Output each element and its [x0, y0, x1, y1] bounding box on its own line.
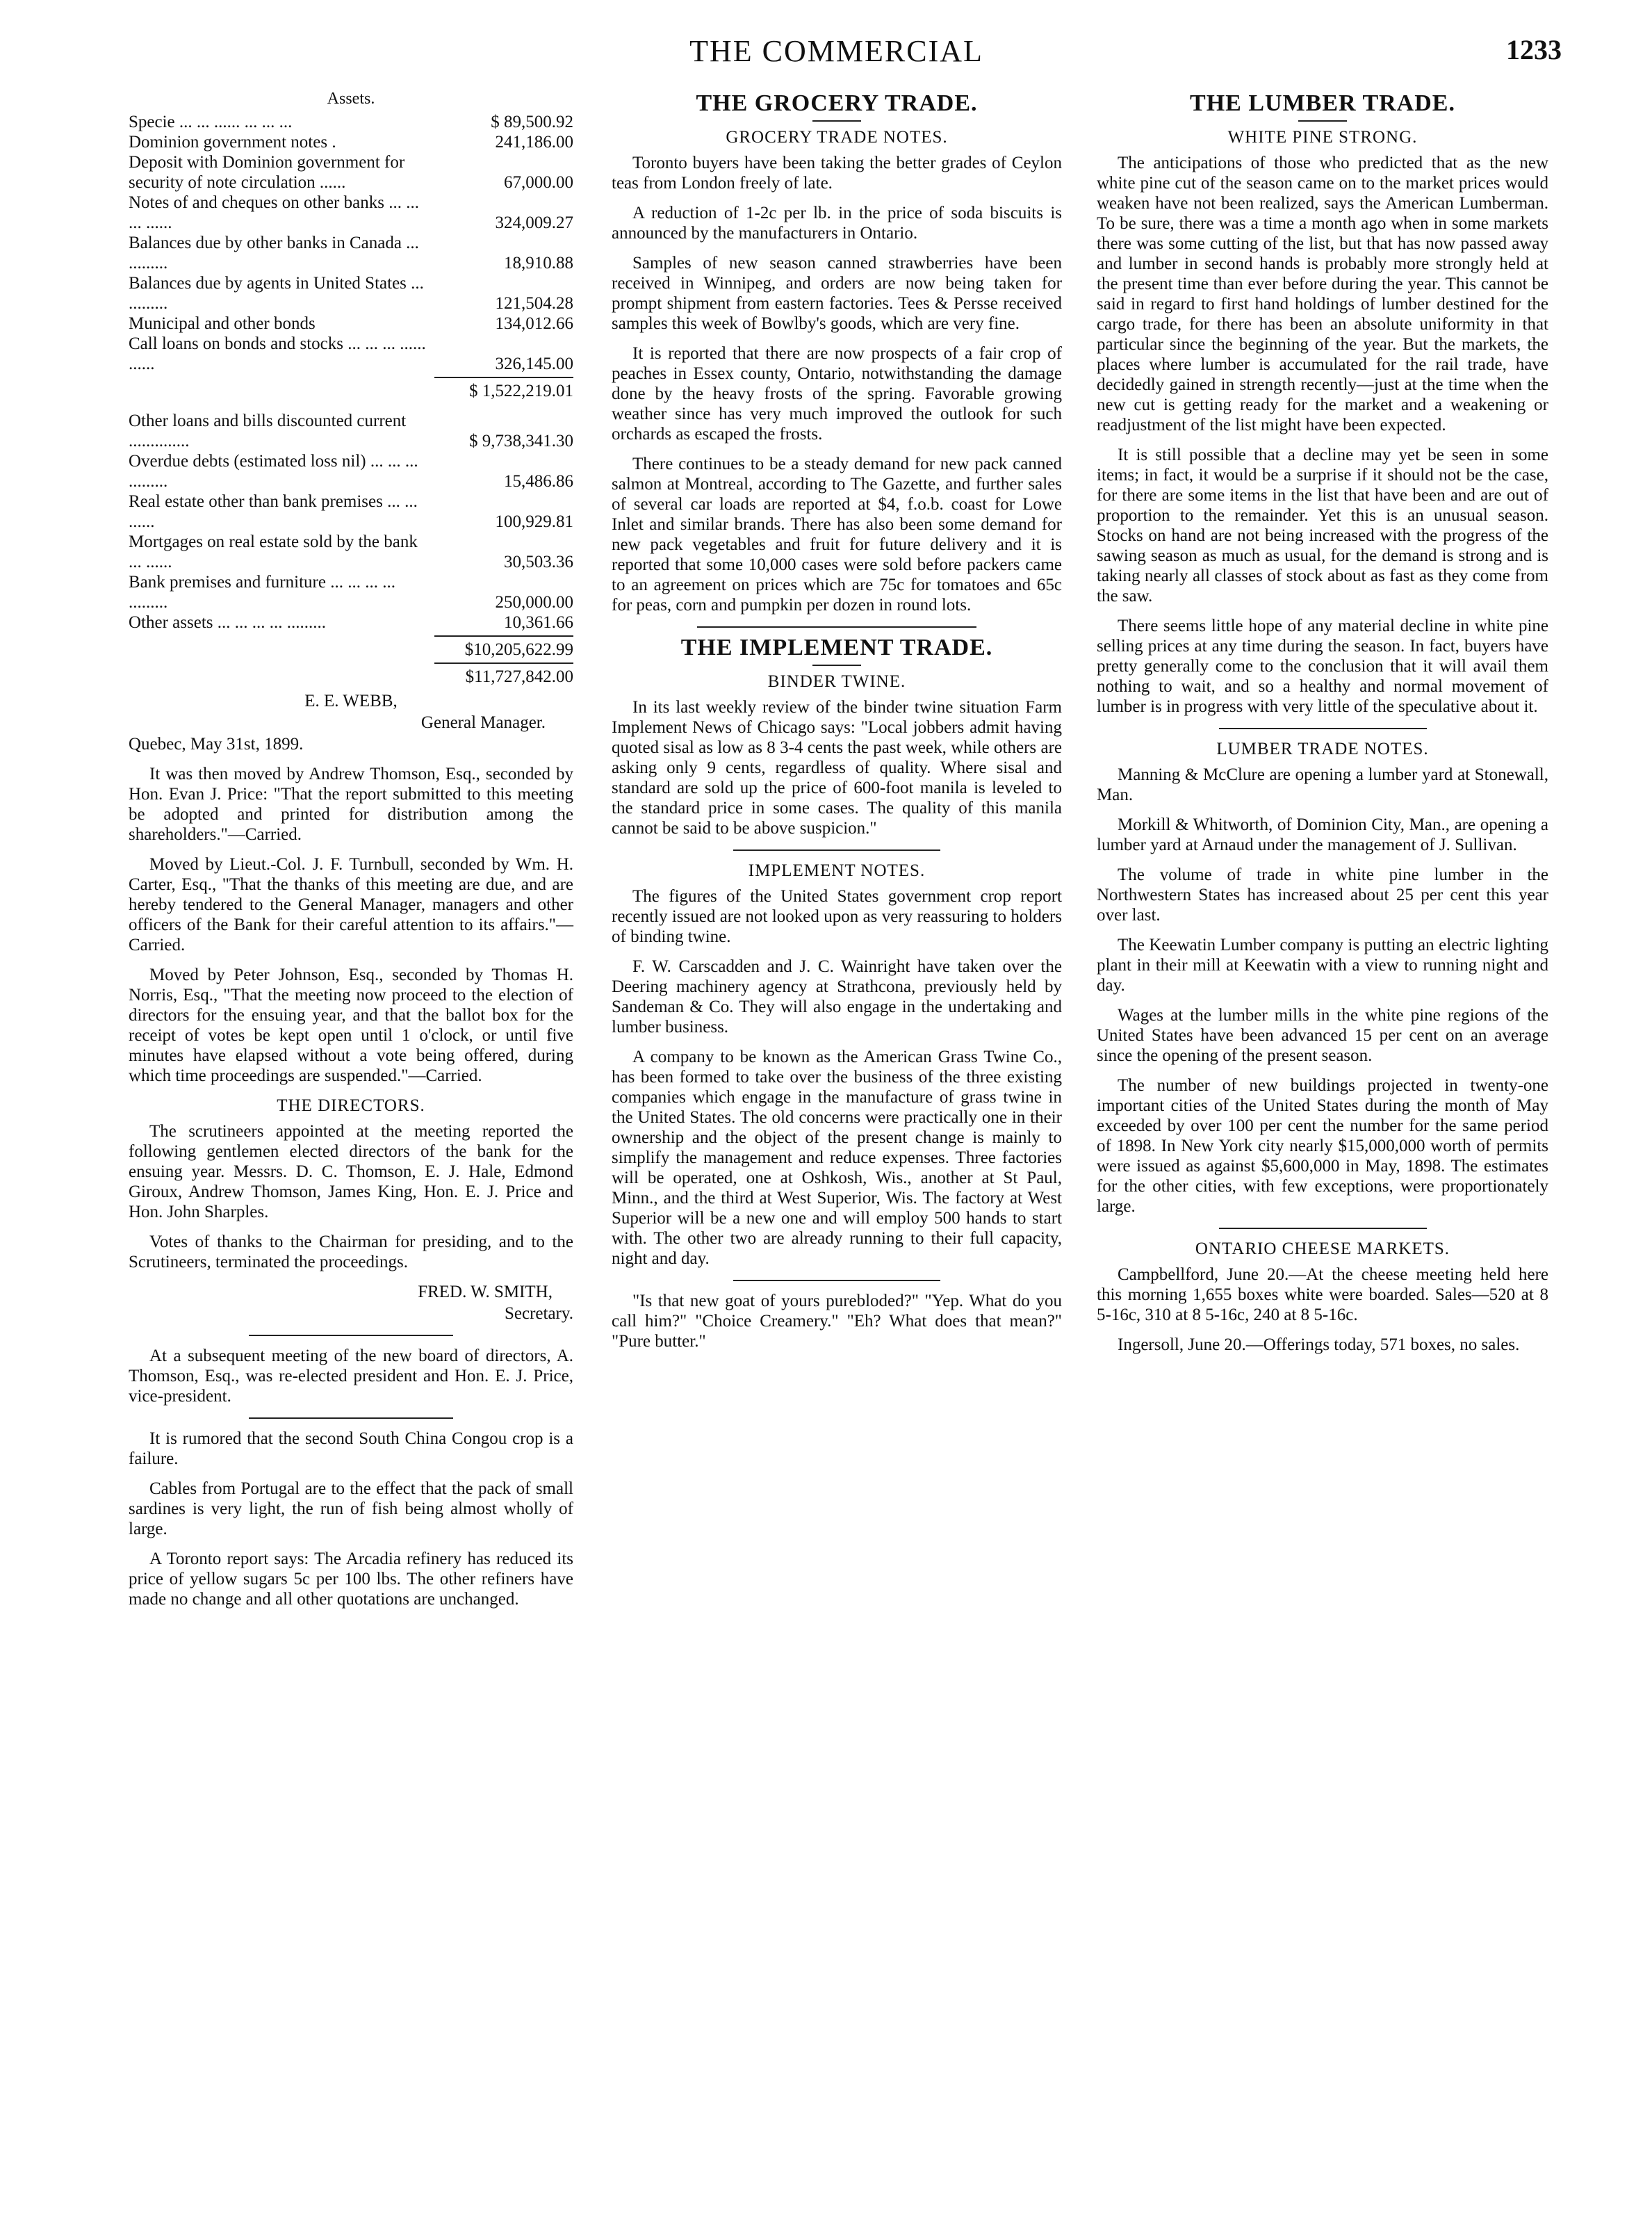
paragraph: It is still possible that a decline may yet be seen in some items; in fact, it would be a surprise if it should not be the case, for there are some items in the list that have been and are out of proportion to the remainder. Yet this is an unusual season. Stocks on hand are not being increased with the progress of the sawing season as much as usual, for the demand is strong and is taking nearly all classes of stock about as fast as they come from the saw. — [1097, 446, 1548, 605]
paragraph: It is rumored that the second South China Congou crop is a failure. — [129, 1429, 573, 1468]
paragraph: There continues to be a steady demand for new pack canned salmon at Montreal, according to The Gazette, and further sales of several car loads are reported at $4, f.o.b. coast for Lowe Inlet and similar brands. There has also been some demand for new pack vegetables and fruit for future delivery and it is reported that some 10,000 cases were sold before packers came to an agreement on prices which are 75c for tomatoes and 65c for peas, corn and pumpkin per dozen in round lots. — [612, 455, 1062, 615]
ledger-row: Municipal and other bonds 134,012.66 — [129, 314, 573, 333]
lumber-trade-heading: THE LUMBER TRADE. — [1190, 90, 1455, 116]
ledger-row: Balances due by agents in United States ... ......... 121,504.28 — [129, 274, 573, 313]
implement-trade-heading: THE IMPLEMENT TRADE. — [680, 635, 993, 660]
divider — [1219, 1228, 1427, 1229]
ledger-row: Other assets ... ... ... ... ......... 10,361.66 — [129, 613, 573, 632]
dateline: Quebec, May 31st, 1899. — [129, 735, 304, 754]
grand-total: $11,727,842.00 — [129, 660, 573, 687]
paragraph: Toronto buyers have been taking the better grades of Ceylon teas from London freely of late. — [612, 154, 1062, 193]
paragraph: The anticipations of those who predicted that as the new white pine cut of the season came on to the market prices would weaken have not been realized, says the American Lumberman. To be sure, there was a time a month ago when in some markets there was some cutting of the list, but that has now passed away and lumber in second hands is probably more strongly held at the present time than ever before during the year. This cannot be said in regard to first hand holdings of lumber destined for the cargo trade, for there has been an absolute uniformity in that particular since the beginning of the year. But the markets, the places where lumber is accumulated for the rail trade, have decidedly gained in strength recently—just at the time when the new cut is getting ready for the market and a weakening or readjustment of the list might have been expected. — [1097, 154, 1548, 434]
binder-twine-heading: BINDER TWINE. — [767, 672, 906, 691]
paragraph: It is reported that there are now prospects of a fair crop of peaches in Essex county, Ontario, notwithstanding the damage done by the heavy frosts of the spring. Favorable growing weather since has very much improved the outlook for such orchards as escaped the frosts. — [612, 344, 1062, 444]
paragraph: The scrutineers appointed at the meeting reported the following gentlemen elected directors of the bank for the ensuing year. Messrs. D. C. Thomson, E. J. Hale, Edmond Giroux, Andrew Thomson, James King, Hon. E. J. Price and Hon. John Sharples. — [129, 1122, 573, 1221]
ledger-row: Mortgages on real estate sold by the bank ... ...... 30,503.36 — [129, 532, 573, 571]
column-1 — [129, 89, 573, 1619]
ledger-row: Specie ... ... ...... ... ... ... $ 89,500.92 — [129, 113, 573, 131]
ledger-row: Notes of and cheques on other banks ... ... ... ...... 324,009.27 — [129, 193, 573, 232]
secretary-title: Secretary. — [504, 1304, 573, 1323]
paragraph: Wages at the lumber mills in the white pine regions of the United States have been advanced 15 per cent on an average since the opening of the present season. — [1097, 1006, 1548, 1065]
cheese-markets-heading: ONTARIO CHEESE MARKETS. — [1195, 1239, 1450, 1258]
paragraph: Ingersoll, June 20.—Offerings today, 571 boxes, no sales. — [1118, 1335, 1520, 1354]
divider — [1298, 120, 1347, 122]
ledger-row: Real estate other than bank premises ... ... ...... 100,929.81 — [129, 492, 573, 531]
divider — [249, 1335, 453, 1336]
divider — [812, 665, 861, 666]
column-2 — [612, 89, 1062, 1361]
paragraph: A Toronto report says: The Arcadia refinery has reduced its price of yellow sugars 5c per 100 lbs. The other refiners have made no change and all other quotations are unchanged. — [129, 1550, 573, 1609]
divider — [249, 1417, 453, 1419]
paragraph: "Is that new goat of yours purebloded?" "Yep. What do you call him?" "Choice Creamery." "Eh? What does that mean?" "Pure butter." — [612, 1292, 1062, 1351]
paragraph: F. W. Carscadden and J. C. Wainright have taken over the Deering machinery agency at Strathcona, previously held by Sandeman & Co. They will also engage in the undertaking and lumber business. — [612, 957, 1062, 1036]
publication-title: THE COMMERCIAL — [689, 34, 983, 68]
paragraph: The volume of trade in white pine lumber in the Northwestern States has increased about 25 per cent this year over last. — [1097, 865, 1548, 925]
paragraph: Samples of new season canned strawberries have been received in Winnipeg, and orders are now being taken for prompt shipment from eastern factories. Tees & Persse received samples this week of Bowlby's goods, which are very fine. — [612, 254, 1062, 333]
ledger-row: Bank premises and furniture ... ... ... ... ......... 250,000.00 — [129, 573, 573, 612]
paragraph: A company to be known as the American Grass Twine Co., has been formed to take over the business of the three existing companies which engage in the manufacture of grass twine in the United States. The old concerns were practically one in their ownership and the object of the present change is mainly to simplify the management and reduce expenses. Three factories will be operated, one at Oshkosh, Wis., another at St Paul, Minn., and the third at West Superior, Wis. The factory at West Superior will be a new one and will employ 500 hands to start with. The other two are already running to their full capacity, night and day. — [612, 1048, 1062, 1268]
paragraph: Campbellford, June 20.—At the cheese meeting held here this morning 1,655 boxes white were boarded. Sales—520 at 8 5-16c, 310 at 8 5-16c, 240 at 8 5-16c. — [1097, 1265, 1548, 1324]
paragraph: The figures of the United States government crop report recently issued are not looked upon as very reassuring to holders of binding twine. — [612, 887, 1062, 946]
paragraph: It was then moved by Andrew Thomson, Esq., seconded by Hon. Evan J. Price: "That the report submitted to this meeting be adopted and printed for distribution among the shareholders."—Carried. — [129, 765, 573, 844]
paragraph: Morkill & Whitworth, of Dominion City, Man., are opening a lumber yard at Arnaud under the management of J. Sullivan. — [1097, 815, 1548, 854]
signatory-title: General Manager. — [420, 713, 546, 732]
paragraph: Manning & McClure are opening a lumber yard at Stonewall, Man. — [1097, 765, 1548, 804]
lumber-notes-heading: LUMBER TRADE NOTES. — [1216, 740, 1429, 758]
signatory-name: E. E. WEBB, — [304, 692, 398, 710]
grocery-trade-heading: THE GROCERY TRADE. — [696, 90, 978, 116]
ledger-row: Deposit with Dominion government for security of note circulation ...... 67,000.00 — [129, 153, 573, 192]
paragraph: At a subsequent meeting of the new board of directors, A. Thomson, Esq., was re-elected president and Hon. E. J. Price, vice-president. — [129, 1347, 573, 1406]
paragraph: The number of new buildings projected in twenty-one important cities of the United States during the month of May exceeded by over 100 per cent the number for the same period of 1898. In New York city nearly $15,000,000 worth of permits were issued as against $5,600,000 in May, 1898. The estimates for the other cities, with few exceptions, were proportionately large. — [1097, 1076, 1548, 1216]
paragraph: Moved by Peter Johnson, Esq., seconded by Thomas H. Norris, Esq., "That the meeting now proceed to the election of directors for the ensuing year, and that the ballot box for the receipt of votes be kept open until 1 o'clock, or until five minutes have elapsed without a vote being offered, during which time proceedings are suspended."—Carried. — [129, 966, 573, 1085]
divider — [733, 1280, 940, 1281]
ledger-row: Other loans and bills discounted current .............. $ 9,738,341.30 — [129, 412, 573, 450]
implement-notes-heading: IMPLEMENT NOTES. — [748, 861, 926, 880]
divider — [1219, 728, 1427, 729]
divider — [697, 626, 976, 628]
paragraph: A reduction of 1-2c per lb. in the price of soda biscuits is announced by the manufacturers in Ontario. — [612, 204, 1062, 243]
directors-heading: THE DIRECTORS. — [277, 1096, 425, 1115]
paragraph: Votes of thanks to the Chairman for presiding, and to the Scrutineers, terminated the proceedings. — [129, 1233, 573, 1271]
ledger-row: Call loans on bonds and stocks ... ... ... ...... ...... 326,145.00 — [129, 334, 573, 373]
masthead — [111, 33, 1562, 75]
column-3 — [1097, 89, 1548, 1365]
ledger-row: Dominion government notes . 241,186.00 — [129, 133, 573, 152]
secretary-name: FRED. W. SMITH, — [418, 1283, 553, 1301]
paragraph: There seems little hope of any material decline in white pine selling prices at any time during the season. In fact, buyers have pretty generally come to the conclusion that it will avail them nothing to wait, and so a healthy and normal movement of lumber is in progress with very little of the speculative about it. — [1097, 617, 1548, 716]
ledger-row: Balances due by other banks in Canada ... ......... 18,910.88 — [129, 234, 573, 273]
paragraph: Moved by Lieut.-Col. J. F. Turnbull, seconded by Wm. H. Carter, Esq., "That the thanks of this meeting are due, and are hereby tendered to the General Manager, managers and other officers of the Bank for their careful attention to its affairs."—Carried. — [129, 855, 573, 954]
ledger-row: Overdue debts (estimated loss nil) ... ... ... ......... 15,486.86 — [129, 452, 573, 491]
other-assets-subtotal: $10,205,622.99 — [129, 633, 573, 660]
divider — [812, 120, 861, 122]
assets-subtotal: $ 1,522,219.01 — [129, 374, 573, 401]
page-number: 1233 — [1506, 34, 1562, 65]
white-pine-heading: WHITE PINE STRONG. — [1227, 128, 1418, 147]
assets-statement — [129, 89, 573, 687]
paragraph: The Keewatin Lumber company is putting an electric lighting plant in their mill at Keewatin with a view to running night and day. — [1097, 936, 1548, 995]
paragraph: In its last weekly review of the binder twine situation Farm Implement News of Chicago says: "Local jobbers admit having quoted sisal as low as 8 3-4 cents the past week, while others are asking only 9 cents, regardless of quality. Where sisal and standard are sold up the price of 600-foot manila is leveled to the standard price in some cases. The quality of this manila cannot be said to be above suspicion." — [612, 698, 1062, 838]
assets-heading: Assets. — [327, 90, 375, 108]
grocery-notes-heading: GROCERY TRADE NOTES. — [726, 128, 948, 147]
paragraph: Cables from Portugal are to the effect that the pack of small sardines is very light, the run of fish being almost wholly of large. — [129, 1479, 573, 1538]
divider — [733, 849, 940, 851]
